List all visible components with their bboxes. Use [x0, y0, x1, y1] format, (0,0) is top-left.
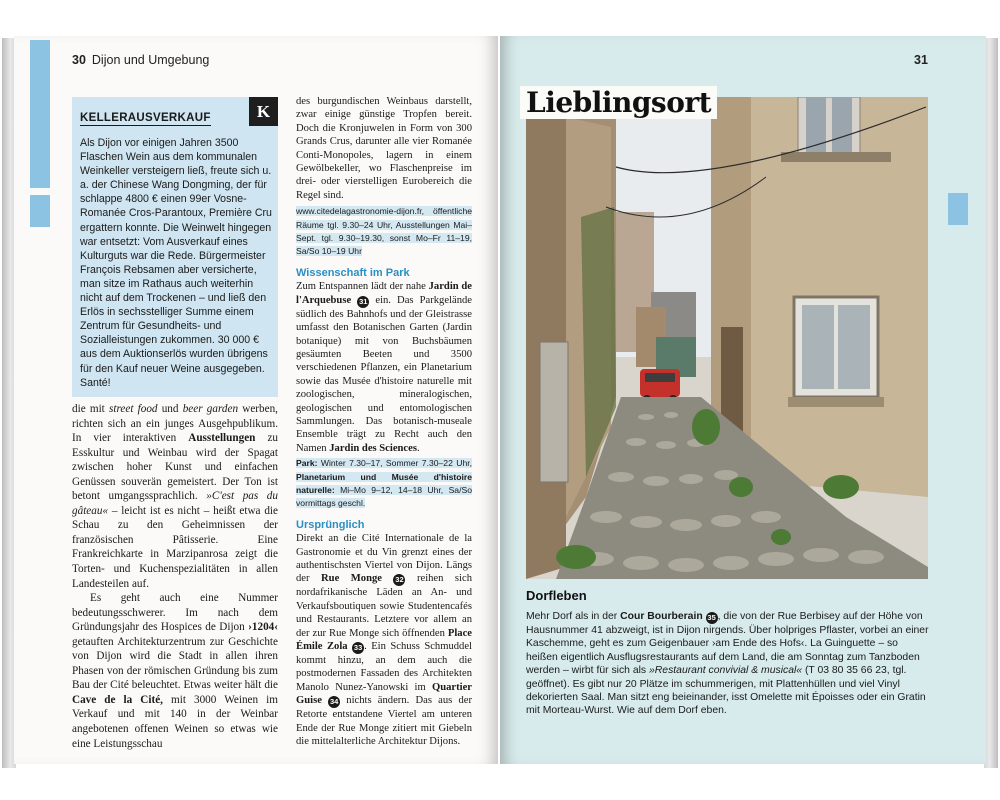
paragraph: die mit street food und beer garden werben, richten sich an ein junges Ausgehpublikum. In vier interaktiven Ausstellungen zu Esskultur und Weinbau wird der Spagat zwischen hoher Kunst und einfachen Genüssen souverän gemeistert. Der Ton ist betont umgangssprachlich. »C'est pas du gâteau« – leicht ist es nicht – heißt etwa die Schau zu den Geheimnissen der französischen Pâtisserie. Eine Frankreichkarte in Marzipanrosa zeigt die Torten- und Kuchenspezialitäten in allen Landesteilen auf.	[72, 403, 278, 590]
paragraph: Es geht auch eine Nummer bedeutungsschwerer. Im nach dem Gründungsjahr des Hospices de Dijon ›1204‹ getauften Architekturzentrum zur Geschichte von Dijon wird die Stadt in allen ihren Phasen von der römischen Gründung bis zum Bau der Cité beleuchtet. Etwas weiter hält die Cave de la Cité, mit 3000 Weinen im Verkauf und mit 140 in der Weinbar angebotenen offenen Weinen so etwas wie eine Leistungsschau	[72, 592, 278, 750]
left-running-header	[72, 53, 209, 67]
map-marker-number: 34	[329, 697, 339, 707]
info-line: www.citedelagastronomie-dijon.fr, öffentliche Räume tgl. 9.30–24 Uhr, Ausstellungen Mai–Sept. tgl. 9.30–19.30, sonst Mo–Fr 11–19, Sa/So 10–19 Uhr	[296, 206, 472, 257]
text-column-1	[72, 402, 278, 751]
left-page-number: 30	[72, 53, 86, 67]
text-column-2	[296, 95, 472, 748]
info-line: Park: Winter 7.30–17, Sommer 7.30–22 Uhr, Planetarium und Musée d'histoire naturelle: Mi–Mo 9–12, 14–18 Uhr, Sa/So vormittags geschl.	[296, 458, 472, 509]
paragraph: Direkt an die Cité Internationale de la Gastronomie et du Vin grenzt eines der authentischsten Viertel von Dijon. Längs der Rue Monge 32 reihen sich nordafrikanische Läden an An- und Verkaufsboutiquen sowie Studentencafés und Restaurants. Letztere vor allem an der zur Rue Monge sich öffnenden Place Émile Zola 33 . Ein Schuss Schmuddel kommt hinzu, an dem auch die postmodernen Fassaden des Architekten Manolo Nunez-Yanowski im Quartier Guise 34 nichts ändern. Das aus der Retorte entstandene Viertel am unteren Ende der Rue Monge zitiert mit Giebeln die mittelalterliche Architektur Dijons.	[296, 533, 473, 748]
caption-heading: Dorfleben	[526, 588, 587, 603]
section-heading: Ursprünglich	[296, 518, 365, 531]
chapter-title: Dijon und Umgebung	[91, 53, 210, 67]
book-edge-right	[984, 38, 998, 768]
chapter-tab-marker	[30, 40, 50, 188]
section-heading: Wissenschaft im Park	[296, 266, 410, 279]
caption-text: Mehr Dorf als in der Cour Bourberain 35 , die von der Rue Berbisey auf der Höhe von Hausnummer 41 abzweigt, ist in Dijon nirgends. Über holpriges Pflaster, vorbei an einer Kaschemme, geht es zum Geigenbauer ›am Ende des Hofs‹. La Guinguette – so heißen eigentlich Ausflugsrestaurants auf dem Land, die am Sonntag zum Tanzboden werden – wirbt für sich als »Restaurant convivial & musical« (T 03 80 35 66 23, tgl. geöffnet). Es gibt nur 20 Plätze im schummerigen, mit Plattenhüllen und viel Vinyl dekorierten Saal. Man sitzt eng beieinander, isst Omelette mit Époisses oder ein Gratin mit Morteau-Wurst. Wie auf dem Dorf eben.	[526, 611, 929, 717]
thumb-index-left	[30, 195, 50, 227]
map-marker-number: 35	[707, 613, 716, 622]
thumb-index-right	[948, 193, 968, 225]
favorite-place-title: Lieblingsort	[520, 86, 717, 119]
box-title: KELLERAUSVERKAUF	[80, 112, 211, 124]
box-letter-badge: K	[249, 97, 278, 126]
right-page-number: 31	[914, 53, 928, 67]
map-marker-number: 32	[395, 575, 404, 585]
box-text: Als Dijon vor einigen Jahren 3500 Flaschen Wein aus dem kommunalen Weinkeller versteigern ließ, freute sich u. a. der Chinese Wang Dongming, der für schlappe 4800 € einen 99er Vosne-Romanée Cros-Parantoux, Première Cru ergattern konnte. Die Weinwelt hingegen war entsetzt: Vom Ausverkauf eines Kulturguts war die Rede. Bürgermeister François Rebsamen aber versicherte, man sitze im Rathaus auch weiterhin nicht auf dem Trockenen – und ließ den Erlös in sechsstelliger Summe einem Zentrum für Gesundheits- und Sozialleistungen zukommen. 30 000 € aus dem Auktionserlös wurden übrigens für den Kauf neuer Weine ausgegeben. Santé!	[80, 137, 272, 389]
courtyard-photo	[526, 97, 928, 579]
paragraph: Zum Entspannen lädt der nahe Jardin de l'Arquebuse 31 ein. Das Parkgelände südlich des Bahnhofs und der Gleistrasse umfasst den Botanischen Garten (Jardin botanique) mit von Buchsbäumen gesäumten Beeten und 3500 verschiedenen Pflanzen, ein Planetarium sowie das Musée d'histoire naturelle mit zoologischen, mineralogischen, geologischen und entomologischen Sammlungen. Das botanisch-museale Ensemble trägt zu Recht auch den Namen Jardin des Sciences.	[296, 281, 472, 454]
map-marker-number: 33	[353, 643, 363, 653]
map-marker-number: 31	[359, 296, 368, 306]
paragraph: des burgundischen Weinbaus darstellt, zwar einige günstige Tropfen bereit. Doch die Kronjuwelen in Form von 300 Grands Crus, darunter alle vier Romanée Conti-Monopoles, lagern in einem Gewölbekeller, wo Flaschenpreise im drei- oder vierstelligen Eurobereich die Regel sind.	[296, 96, 472, 201]
